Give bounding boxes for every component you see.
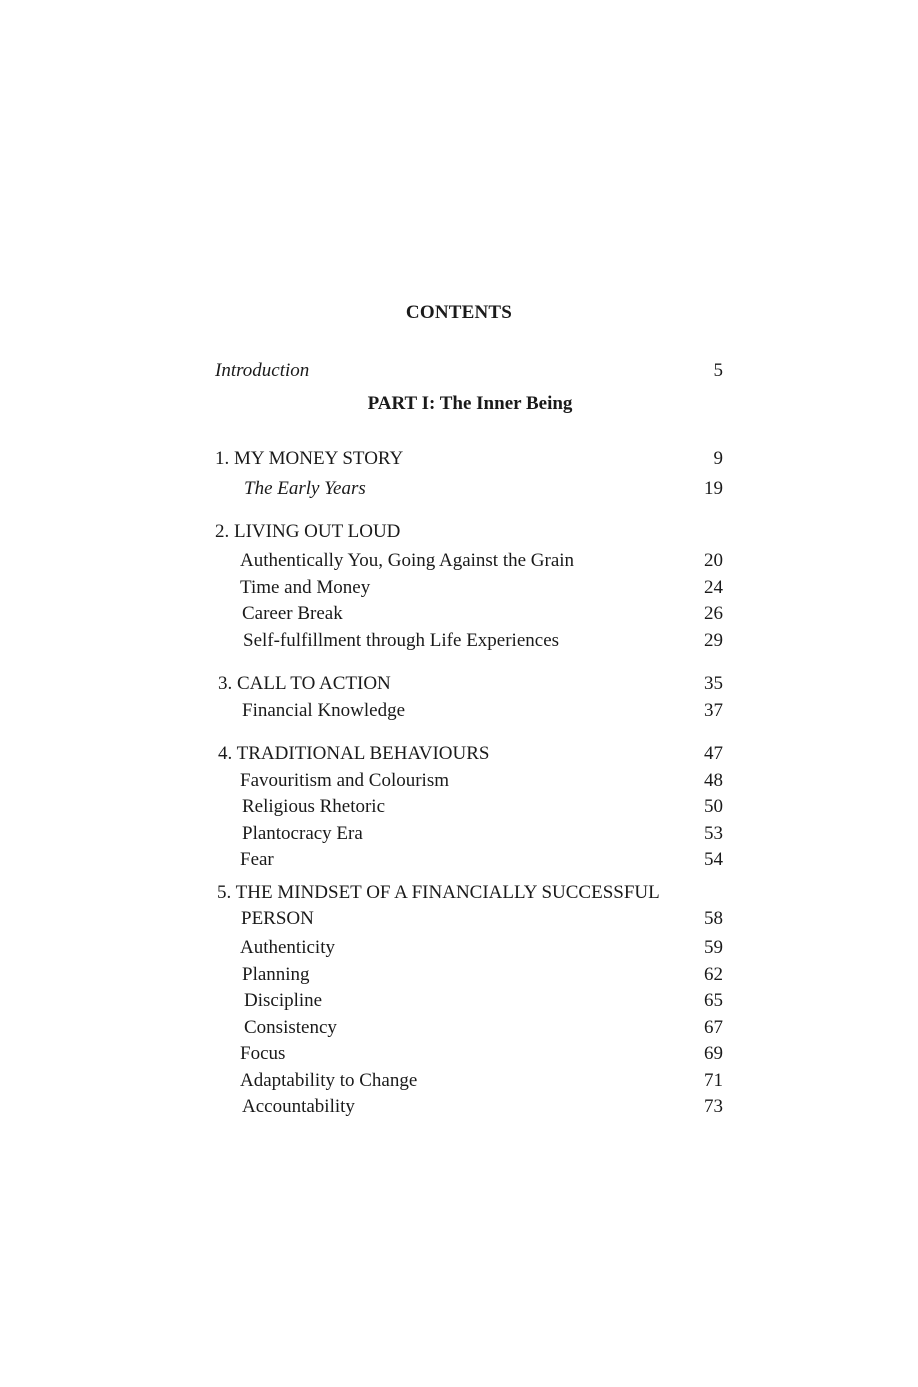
toc-chapter-5-continued[interactable] — [0, 907, 918, 931]
toc-section-label: Plantocracy Era — [242, 823, 363, 844]
toc-page-number: 24 — [704, 577, 723, 598]
toc-section[interactable] — [0, 576, 918, 600]
toc-section[interactable] — [0, 602, 918, 626]
toc-section-label: Planning — [242, 964, 310, 985]
toc-section-label: Favouritism and Colourism — [240, 770, 449, 791]
toc-chapter-title: 4. TRADITIONAL BEHAVIOURS — [218, 743, 490, 764]
toc-section-label: The Early Years — [244, 478, 366, 499]
toc-entry-label: Introduction — [215, 360, 310, 381]
toc-page-number: 48 — [704, 770, 723, 791]
toc-section[interactable] — [0, 1095, 918, 1119]
toc-section-label: Career Break — [242, 603, 343, 624]
toc-chapter-3[interactable] — [0, 672, 918, 696]
toc-chapter-title: 2. LIVING OUT LOUD — [215, 521, 401, 542]
toc-page-number: 5 — [713, 360, 723, 381]
toc-chapter-4[interactable] — [0, 742, 918, 766]
toc-section[interactable] — [0, 822, 918, 846]
toc-page-number: 37 — [704, 700, 723, 721]
toc-page-number: 71 — [704, 1070, 723, 1091]
toc-page-number: 19 — [704, 478, 723, 499]
toc-page-number: 62 — [704, 964, 723, 985]
toc-page-number: 58 — [704, 908, 723, 929]
toc-section[interactable] — [0, 477, 918, 501]
toc-section[interactable] — [0, 699, 918, 723]
part-heading: PART I: The Inner Being — [367, 393, 573, 414]
toc-section-label: Authenticity — [240, 937, 335, 958]
toc-page-number: 65 — [704, 990, 723, 1011]
toc-section[interactable] — [0, 769, 918, 793]
toc-section-label: Self-fulfillment through Life Experiences — [243, 630, 560, 651]
toc-section-label: Discipline — [244, 990, 323, 1011]
toc-section[interactable] — [0, 795, 918, 819]
toc-section[interactable] — [0, 1016, 918, 1040]
toc-page-number: 54 — [704, 849, 723, 870]
toc-section[interactable] — [0, 1069, 918, 1093]
toc-page-number: 26 — [704, 603, 723, 624]
toc-chapter-2[interactable] — [0, 520, 918, 544]
toc-section[interactable] — [0, 963, 918, 987]
toc-section-label: Focus — [240, 1043, 286, 1064]
toc-page-number: 67 — [704, 1017, 723, 1038]
page-title: CONTENTS — [405, 302, 513, 323]
toc-section-label: Financial Knowledge — [242, 700, 406, 721]
toc-page-number: 29 — [704, 630, 723, 651]
toc-page-number: 20 — [704, 550, 723, 571]
toc-page-number: 69 — [704, 1043, 723, 1064]
toc-section[interactable] — [0, 848, 918, 872]
toc-page-number: 35 — [704, 673, 723, 694]
toc-page-number: 9 — [713, 448, 723, 469]
toc-section[interactable] — [0, 549, 918, 573]
toc-section-label: Fear — [240, 849, 274, 870]
toc-section-label: Adaptability to Change — [240, 1070, 418, 1091]
toc-page-number: 53 — [704, 823, 723, 844]
toc-section[interactable] — [0, 989, 918, 1013]
toc-chapter-title-continued: PERSON — [241, 908, 314, 929]
toc-entry-introduction[interactable] — [0, 359, 918, 383]
toc-chapter-1[interactable] — [0, 447, 918, 471]
toc-section-label: Consistency — [244, 1017, 337, 1038]
toc-section[interactable] — [0, 629, 918, 653]
toc-chapter-title: 3. CALL TO ACTION — [218, 673, 391, 694]
toc-page-number: 47 — [704, 743, 723, 764]
toc-chapter-title: 1. MY MONEY STORY — [215, 448, 404, 469]
toc-section-label: Religious Rhetoric — [242, 796, 386, 817]
toc-section[interactable] — [0, 1042, 918, 1066]
toc-chapter-title: 5. THE MINDSET OF A FINANCIALLY SUCCESSFUL — [217, 882, 660, 903]
toc-section-label: Authentically You, Going Against the Grain — [240, 550, 575, 571]
toc-section-label: Accountability — [242, 1096, 355, 1117]
toc-chapter-5[interactable] — [0, 881, 918, 905]
toc-section[interactable] — [0, 936, 918, 960]
toc-section-label: Time and Money — [240, 577, 371, 598]
toc-page-number: 50 — [704, 796, 723, 817]
toc-page-number: 73 — [704, 1096, 723, 1117]
toc-page-number: 59 — [704, 937, 723, 958]
